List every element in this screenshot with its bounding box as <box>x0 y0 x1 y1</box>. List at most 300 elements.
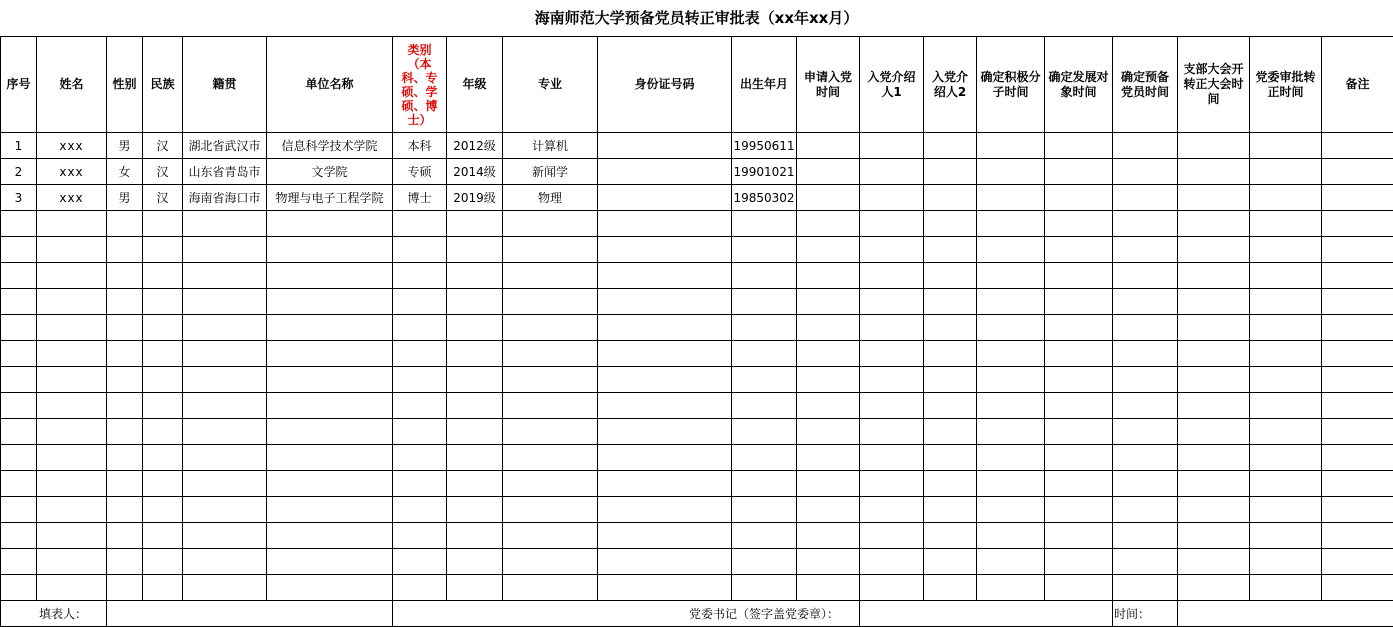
empty-cell[interactable] <box>860 341 924 367</box>
empty-cell[interactable] <box>183 549 267 575</box>
empty-cell[interactable] <box>267 471 393 497</box>
empty-cell[interactable] <box>1250 575 1322 601</box>
empty-cell[interactable] <box>447 445 503 471</box>
empty-cell[interactable] <box>1113 315 1178 341</box>
empty-cell[interactable] <box>1 445 37 471</box>
empty-cell[interactable] <box>860 237 924 263</box>
empty-cell[interactable] <box>977 497 1045 523</box>
empty-cell[interactable] <box>503 471 598 497</box>
empty-cell[interactable] <box>37 445 107 471</box>
empty-cell[interactable] <box>393 471 447 497</box>
empty-cell[interactable] <box>924 445 977 471</box>
empty-cell[interactable] <box>393 289 447 315</box>
empty-cell[interactable] <box>143 211 183 237</box>
empty-cell[interactable] <box>860 575 924 601</box>
empty-cell[interactable] <box>1113 419 1178 445</box>
empty-cell[interactable] <box>732 289 797 315</box>
empty-cell[interactable] <box>143 263 183 289</box>
empty-cell[interactable] <box>37 497 107 523</box>
empty-cell[interactable] <box>797 419 860 445</box>
empty-cell[interactable] <box>924 419 977 445</box>
header-major[interactable]: 专业 <box>503 37 598 133</box>
empty-cell[interactable] <box>393 575 447 601</box>
empty-cell[interactable] <box>1045 289 1113 315</box>
empty-cell[interactable] <box>143 575 183 601</box>
empty-cell[interactable] <box>393 549 447 575</box>
empty-cell[interactable] <box>183 211 267 237</box>
cell-category[interactable]: 本科 <box>393 133 447 159</box>
header-grade[interactable]: 年级 <box>447 37 503 133</box>
empty-cell[interactable] <box>37 263 107 289</box>
empty-cell[interactable] <box>447 289 503 315</box>
empty-cell[interactable] <box>797 445 860 471</box>
empty-cell[interactable] <box>797 575 860 601</box>
cell-introducer-1[interactable] <box>860 159 924 185</box>
empty-cell[interactable] <box>797 549 860 575</box>
empty-cell[interactable] <box>107 237 143 263</box>
empty-cell[interactable] <box>924 575 977 601</box>
empty-cell[interactable] <box>860 289 924 315</box>
empty-cell[interactable] <box>143 367 183 393</box>
empty-cell[interactable] <box>393 237 447 263</box>
cell-index[interactable]: 2 <box>1 159 37 185</box>
empty-cell[interactable] <box>1250 315 1322 341</box>
empty-cell[interactable] <box>107 263 143 289</box>
empty-cell[interactable] <box>267 549 393 575</box>
empty-cell[interactable] <box>447 393 503 419</box>
empty-cell[interactable] <box>1178 445 1250 471</box>
empty-cell[interactable] <box>860 263 924 289</box>
empty-cell[interactable] <box>447 211 503 237</box>
empty-cell[interactable] <box>860 315 924 341</box>
empty-cell[interactable] <box>267 445 393 471</box>
header-introducer-2[interactable]: 入党介绍人2 <box>924 37 977 133</box>
empty-cell[interactable] <box>1322 445 1393 471</box>
cell-development-date[interactable] <box>1045 185 1113 211</box>
cell-birth-date[interactable]: 19901021 <box>732 159 797 185</box>
empty-cell[interactable] <box>598 341 732 367</box>
empty-cell[interactable] <box>797 523 860 549</box>
empty-cell[interactable] <box>393 497 447 523</box>
empty-cell[interactable] <box>598 575 732 601</box>
cell-name[interactable]: xxx <box>37 185 107 211</box>
header-unit-name[interactable]: 单位名称 <box>267 37 393 133</box>
empty-cell[interactable] <box>1 419 37 445</box>
empty-cell[interactable] <box>107 523 143 549</box>
empty-cell[interactable] <box>503 575 598 601</box>
empty-cell[interactable] <box>1322 471 1393 497</box>
empty-cell[interactable] <box>1250 419 1322 445</box>
empty-cell[interactable] <box>598 445 732 471</box>
cell-ethnicity[interactable]: 汉 <box>143 159 183 185</box>
empty-cell[interactable] <box>447 315 503 341</box>
empty-cell[interactable] <box>1113 341 1178 367</box>
cell-category[interactable]: 博士 <box>393 185 447 211</box>
empty-cell[interactable] <box>1250 497 1322 523</box>
empty-cell[interactable] <box>977 393 1045 419</box>
empty-cell[interactable] <box>924 341 977 367</box>
cell-introducer-2[interactable] <box>924 159 977 185</box>
empty-cell[interactable] <box>860 445 924 471</box>
empty-cell[interactable] <box>1 263 37 289</box>
empty-cell[interactable] <box>447 367 503 393</box>
empty-cell[interactable] <box>267 315 393 341</box>
empty-cell[interactable] <box>143 237 183 263</box>
empty-cell[interactable] <box>1045 393 1113 419</box>
empty-cell[interactable] <box>1045 367 1113 393</box>
empty-cell[interactable] <box>107 575 143 601</box>
empty-cell[interactable] <box>183 575 267 601</box>
cell-name[interactable]: xxx <box>37 159 107 185</box>
empty-cell[interactable] <box>183 471 267 497</box>
empty-cell[interactable] <box>977 575 1045 601</box>
empty-cell[interactable] <box>143 523 183 549</box>
empty-cell[interactable] <box>1045 419 1113 445</box>
cell-committee-approval-date[interactable] <box>1250 159 1322 185</box>
cell-id-number[interactable] <box>598 159 732 185</box>
empty-cell[interactable] <box>1250 341 1322 367</box>
cell-birth-date[interactable]: 19950611 <box>732 133 797 159</box>
empty-cell[interactable] <box>37 549 107 575</box>
empty-cell[interactable] <box>977 445 1045 471</box>
empty-cell[interactable] <box>1045 575 1113 601</box>
empty-cell[interactable] <box>1178 315 1250 341</box>
cell-unit-name[interactable]: 物理与电子工程学院 <box>267 185 393 211</box>
header-application-date[interactable]: 申请入党时间 <box>797 37 860 133</box>
footer-blank[interactable] <box>1178 601 1393 627</box>
cell-activist-date[interactable] <box>977 133 1045 159</box>
cell-grade[interactable]: 2014级 <box>447 159 503 185</box>
empty-cell[interactable] <box>1250 393 1322 419</box>
empty-cell[interactable] <box>37 575 107 601</box>
empty-cell[interactable] <box>1322 497 1393 523</box>
empty-cell[interactable] <box>1178 237 1250 263</box>
empty-cell[interactable] <box>1178 575 1250 601</box>
empty-cell[interactable] <box>797 497 860 523</box>
cell-branch-meeting-date[interactable] <box>1178 133 1250 159</box>
empty-cell[interactable] <box>860 523 924 549</box>
empty-cell[interactable] <box>977 289 1045 315</box>
empty-cell[interactable] <box>143 341 183 367</box>
cell-remarks[interactable] <box>1322 185 1393 211</box>
empty-cell[interactable] <box>183 497 267 523</box>
empty-cell[interactable] <box>447 523 503 549</box>
empty-cell[interactable] <box>1113 289 1178 315</box>
empty-cell[interactable] <box>1322 211 1393 237</box>
cell-unit-name[interactable]: 信息科学技术学院 <box>267 133 393 159</box>
empty-cell[interactable] <box>267 237 393 263</box>
header-native-place[interactable]: 籍贯 <box>183 37 267 133</box>
empty-cell[interactable] <box>37 211 107 237</box>
header-index[interactable]: 序号 <box>1 37 37 133</box>
empty-cell[interactable] <box>143 471 183 497</box>
empty-cell[interactable] <box>1 367 37 393</box>
empty-cell[interactable] <box>1 471 37 497</box>
empty-cell[interactable] <box>1045 471 1113 497</box>
empty-cell[interactable] <box>1113 445 1178 471</box>
empty-cell[interactable] <box>393 419 447 445</box>
empty-cell[interactable] <box>267 497 393 523</box>
empty-cell[interactable] <box>797 471 860 497</box>
empty-cell[interactable] <box>393 263 447 289</box>
empty-cell[interactable] <box>1322 315 1393 341</box>
empty-cell[interactable] <box>924 237 977 263</box>
cell-ethnicity[interactable]: 汉 <box>143 185 183 211</box>
empty-cell[interactable] <box>1250 445 1322 471</box>
empty-cell[interactable] <box>732 549 797 575</box>
empty-cell[interactable] <box>1 575 37 601</box>
empty-cell[interactable] <box>1113 523 1178 549</box>
cell-committee-approval-date[interactable] <box>1250 185 1322 211</box>
empty-cell[interactable] <box>924 367 977 393</box>
cell-major[interactable]: 新闻学 <box>503 159 598 185</box>
empty-cell[interactable] <box>797 263 860 289</box>
empty-cell[interactable] <box>107 211 143 237</box>
empty-cell[interactable] <box>1178 263 1250 289</box>
empty-cell[interactable] <box>503 211 598 237</box>
cell-category[interactable]: 专硕 <box>393 159 447 185</box>
header-probationary-date[interactable]: 确定预备党员时间 <box>1113 37 1178 133</box>
empty-cell[interactable] <box>393 393 447 419</box>
empty-cell[interactable] <box>1178 367 1250 393</box>
empty-cell[interactable] <box>1178 419 1250 445</box>
footer-blank[interactable] <box>860 601 1113 627</box>
empty-cell[interactable] <box>107 419 143 445</box>
empty-cell[interactable] <box>598 471 732 497</box>
empty-cell[interactable] <box>924 393 977 419</box>
empty-cell[interactable] <box>393 445 447 471</box>
empty-cell[interactable] <box>1 549 37 575</box>
empty-cell[interactable] <box>1113 549 1178 575</box>
empty-cell[interactable] <box>447 575 503 601</box>
footer-blank[interactable] <box>107 601 393 627</box>
empty-cell[interactable] <box>1178 523 1250 549</box>
cell-application-date[interactable] <box>797 185 860 211</box>
empty-cell[interactable] <box>503 341 598 367</box>
empty-cell[interactable] <box>107 315 143 341</box>
empty-cell[interactable] <box>732 315 797 341</box>
empty-cell[interactable] <box>37 315 107 341</box>
cell-id-number[interactable] <box>598 185 732 211</box>
empty-cell[interactable] <box>267 575 393 601</box>
empty-cell[interactable] <box>143 419 183 445</box>
empty-cell[interactable] <box>1113 575 1178 601</box>
empty-cell[interactable] <box>732 497 797 523</box>
empty-cell[interactable] <box>1 497 37 523</box>
empty-cell[interactable] <box>1322 419 1393 445</box>
empty-cell[interactable] <box>447 497 503 523</box>
empty-cell[interactable] <box>1113 497 1178 523</box>
header-remarks[interactable]: 备注 <box>1322 37 1393 133</box>
empty-cell[interactable] <box>37 289 107 315</box>
empty-cell[interactable] <box>860 211 924 237</box>
empty-cell[interactable] <box>797 393 860 419</box>
empty-cell[interactable] <box>1178 549 1250 575</box>
empty-cell[interactable] <box>107 445 143 471</box>
empty-cell[interactable] <box>732 445 797 471</box>
empty-cell[interactable] <box>860 419 924 445</box>
empty-cell[interactable] <box>977 263 1045 289</box>
empty-cell[interactable] <box>393 367 447 393</box>
empty-cell[interactable] <box>107 289 143 315</box>
empty-cell[interactable] <box>598 263 732 289</box>
empty-cell[interactable] <box>1178 497 1250 523</box>
cell-major[interactable]: 物理 <box>503 185 598 211</box>
empty-cell[interactable] <box>1178 289 1250 315</box>
header-birth-date[interactable]: 出生年月 <box>732 37 797 133</box>
empty-cell[interactable] <box>924 315 977 341</box>
empty-cell[interactable] <box>1045 237 1113 263</box>
empty-cell[interactable] <box>977 471 1045 497</box>
empty-cell[interactable] <box>924 211 977 237</box>
empty-cell[interactable] <box>1 523 37 549</box>
empty-cell[interactable] <box>107 497 143 523</box>
empty-cell[interactable] <box>1 237 37 263</box>
empty-cell[interactable] <box>143 497 183 523</box>
empty-cell[interactable] <box>37 523 107 549</box>
empty-cell[interactable] <box>1045 341 1113 367</box>
empty-cell[interactable] <box>143 445 183 471</box>
empty-cell[interactable] <box>1045 211 1113 237</box>
empty-cell[interactable] <box>1045 497 1113 523</box>
empty-cell[interactable] <box>143 289 183 315</box>
cell-name[interactable]: xxx <box>37 133 107 159</box>
cell-branch-meeting-date[interactable] <box>1178 185 1250 211</box>
cell-application-date[interactable] <box>797 159 860 185</box>
empty-cell[interactable] <box>37 341 107 367</box>
empty-cell[interactable] <box>183 445 267 471</box>
header-name[interactable]: 姓名 <box>37 37 107 133</box>
empty-cell[interactable] <box>1 211 37 237</box>
empty-cell[interactable] <box>732 341 797 367</box>
empty-cell[interactable] <box>598 549 732 575</box>
empty-cell[interactable] <box>598 393 732 419</box>
empty-cell[interactable] <box>107 367 143 393</box>
empty-cell[interactable] <box>183 393 267 419</box>
empty-cell[interactable] <box>1045 315 1113 341</box>
empty-cell[interactable] <box>1322 237 1393 263</box>
empty-cell[interactable] <box>598 289 732 315</box>
cell-remarks[interactable] <box>1322 133 1393 159</box>
cell-introducer-2[interactable] <box>924 185 977 211</box>
empty-cell[interactable] <box>860 471 924 497</box>
empty-cell[interactable] <box>598 523 732 549</box>
cell-activist-date[interactable] <box>977 185 1045 211</box>
empty-cell[interactable] <box>732 237 797 263</box>
empty-cell[interactable] <box>797 341 860 367</box>
empty-cell[interactable] <box>1322 289 1393 315</box>
cell-application-date[interactable] <box>797 133 860 159</box>
cell-native-place[interactable]: 海南省海口市 <box>183 185 267 211</box>
empty-cell[interactable] <box>860 497 924 523</box>
empty-cell[interactable] <box>797 237 860 263</box>
empty-cell[interactable] <box>393 315 447 341</box>
empty-cell[interactable] <box>183 315 267 341</box>
cell-branch-meeting-date[interactable] <box>1178 159 1250 185</box>
empty-cell[interactable] <box>732 393 797 419</box>
empty-cell[interactable] <box>143 393 183 419</box>
empty-cell[interactable] <box>183 237 267 263</box>
empty-cell[interactable] <box>183 419 267 445</box>
empty-cell[interactable] <box>598 419 732 445</box>
empty-cell[interactable] <box>1322 523 1393 549</box>
cell-gender[interactable]: 女 <box>107 159 143 185</box>
empty-cell[interactable] <box>1045 549 1113 575</box>
empty-cell[interactable] <box>1178 211 1250 237</box>
cell-index[interactable]: 1 <box>1 133 37 159</box>
empty-cell[interactable] <box>393 211 447 237</box>
cell-remarks[interactable] <box>1322 159 1393 185</box>
empty-cell[interactable] <box>924 263 977 289</box>
header-branch-meeting-date[interactable]: 支部大会开转正大会时间 <box>1178 37 1250 133</box>
cell-gender[interactable]: 男 <box>107 133 143 159</box>
cell-development-date[interactable] <box>1045 133 1113 159</box>
empty-cell[interactable] <box>924 523 977 549</box>
header-ethnicity[interactable]: 民族 <box>143 37 183 133</box>
empty-cell[interactable] <box>732 575 797 601</box>
empty-cell[interactable] <box>1045 445 1113 471</box>
empty-cell[interactable] <box>924 471 977 497</box>
empty-cell[interactable] <box>107 393 143 419</box>
empty-cell[interactable] <box>860 549 924 575</box>
empty-cell[interactable] <box>107 341 143 367</box>
header-introducer-1[interactable]: 入党介绍人1 <box>860 37 924 133</box>
empty-cell[interactable] <box>1250 367 1322 393</box>
empty-cell[interactable] <box>860 393 924 419</box>
empty-cell[interactable] <box>1 341 37 367</box>
header-activist-date[interactable]: 确定积极分子时间 <box>977 37 1045 133</box>
cell-introducer-2[interactable] <box>924 133 977 159</box>
empty-cell[interactable] <box>37 419 107 445</box>
empty-cell[interactable] <box>732 367 797 393</box>
empty-cell[interactable] <box>1250 289 1322 315</box>
empty-cell[interactable] <box>503 237 598 263</box>
empty-cell[interactable] <box>267 523 393 549</box>
empty-cell[interactable] <box>1113 393 1178 419</box>
empty-cell[interactable] <box>1178 341 1250 367</box>
cell-unit-name[interactable]: 文学院 <box>267 159 393 185</box>
empty-cell[interactable] <box>393 341 447 367</box>
empty-cell[interactable] <box>503 263 598 289</box>
cell-ethnicity[interactable]: 汉 <box>143 133 183 159</box>
empty-cell[interactable] <box>598 237 732 263</box>
empty-cell[interactable] <box>447 341 503 367</box>
empty-cell[interactable] <box>267 289 393 315</box>
empty-cell[interactable] <box>797 315 860 341</box>
cell-activist-date[interactable] <box>977 159 1045 185</box>
empty-cell[interactable] <box>447 549 503 575</box>
empty-cell[interactable] <box>143 315 183 341</box>
empty-cell[interactable] <box>598 367 732 393</box>
empty-cell[interactable] <box>977 341 1045 367</box>
cell-native-place[interactable]: 山东省青岛市 <box>183 159 267 185</box>
header-gender[interactable]: 性别 <box>107 37 143 133</box>
empty-cell[interactable] <box>1322 367 1393 393</box>
header-category[interactable]: 类别（本科、专硕、学硕、博士） <box>393 37 447 133</box>
empty-cell[interactable] <box>924 289 977 315</box>
cell-birth-date[interactable]: 19850302 <box>732 185 797 211</box>
empty-cell[interactable] <box>183 289 267 315</box>
cell-development-date[interactable] <box>1045 159 1113 185</box>
empty-cell[interactable] <box>1113 211 1178 237</box>
empty-cell[interactable] <box>447 263 503 289</box>
empty-cell[interactable] <box>1250 523 1322 549</box>
empty-cell[interactable] <box>447 419 503 445</box>
empty-cell[interactable] <box>503 549 598 575</box>
empty-cell[interactable] <box>503 497 598 523</box>
empty-cell[interactable] <box>977 315 1045 341</box>
empty-cell[interactable] <box>924 497 977 523</box>
